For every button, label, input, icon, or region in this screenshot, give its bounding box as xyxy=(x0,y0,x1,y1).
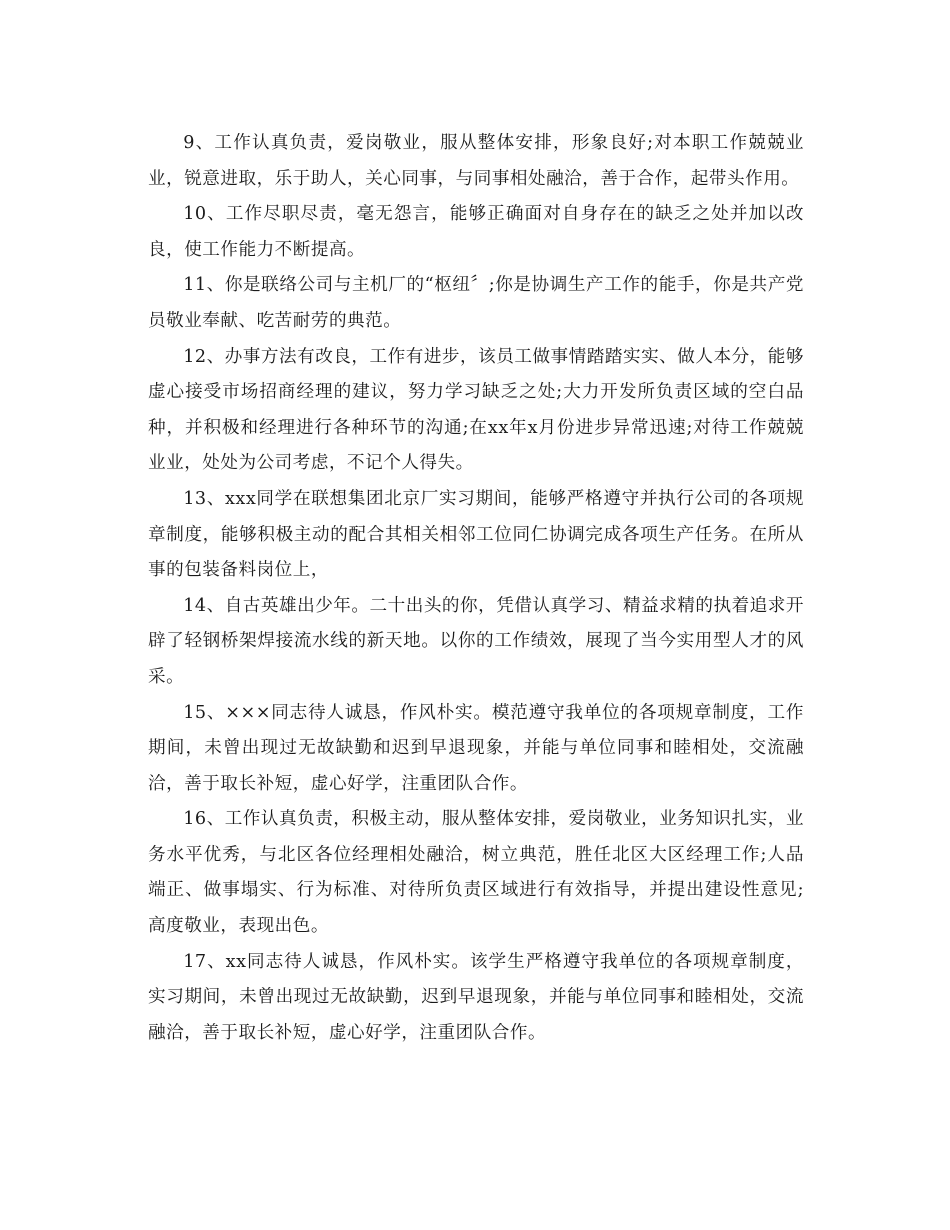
paragraph-12: 12、办事方法有改良，工作有进步，该员工做事情踏踏实实、做人本分，能够虚心接受市场招商经理的建议，努力学习缺乏之处;大力开发所负责区域的空白品种，并积极和经理进行各种环节的沟通;在xx年x月份进步异常迅速;对待工作兢兢业业，处处为公司考虑，不记个人得失。 xyxy=(148,346,804,474)
document-body xyxy=(148,126,804,1051)
paragraph-9: 9、工作认真负责，爱岗敬业，服从整体安排，形象良好;对本职工作兢兢业业，锐意进取，乐于助人，关心同事，与同事相处融洽，善于合作，起带头作用。 xyxy=(148,133,804,189)
paragraph-15: 15、×××同志待人诚恳，作风朴实。模范遵守我单位的各项规章制度，工作期间，未曾出现过无故缺勤和迟到早退现象，并能与单位同事和睦相处，交流融洽，善于取长补短，虚心好学，注重团队合作。 xyxy=(148,702,804,794)
paragraph-13: 13、xxx同学在联想集团北京厂实习期间，能够严格遵守并执行公司的各项规章制度，能够积极主动的配合其相关相邻工位同仁协调完成各项生产任务。在所从事的包装备料岗位上， xyxy=(148,488,804,581)
paragraph-17: 17、xx同志待人诚恳，作风朴实。该学生严格遵守我单位的各项规章制度，实习期间，未曾出现过无故缺勤，迟到早退现象，并能与单位同事和睦相处，交流融洽，善于取长补短，虚心好学，注重团队合作。 xyxy=(148,951,804,1043)
paragraph-10: 10、工作尽职尽责，毫无怨言，能够正确面对自身存在的缺乏之处并加以改良，使工作能力不断提高。 xyxy=(148,204,804,260)
paragraph-14: 14、自古英雄出少年。二十出头的你，凭借认真学习、精益求精的执着追求开辟了轻钢桥架焊接流水线的新天地。以你的工作绩效，展现了当今实用型人才的风采。 xyxy=(148,595,804,687)
paragraph-11: 11、你是联络公司与主机厂的“枢纽〞;你是协调生产工作的能手，你是共产党员敬业奉献、吃苦耐劳的典范。 xyxy=(148,275,804,331)
paragraph-16: 16、工作认真负责，积极主动，服从整体安排，爱岗敬业，业务知识扎实，业务水平优秀，与北区各位经理相处融洽，树立典范，胜任北区大区经理工作;人品端正、做事塌实、行为标准、对待所负责区域进行有效指导，并提出建设性意见;高度敬业，表现出色。 xyxy=(148,809,804,937)
